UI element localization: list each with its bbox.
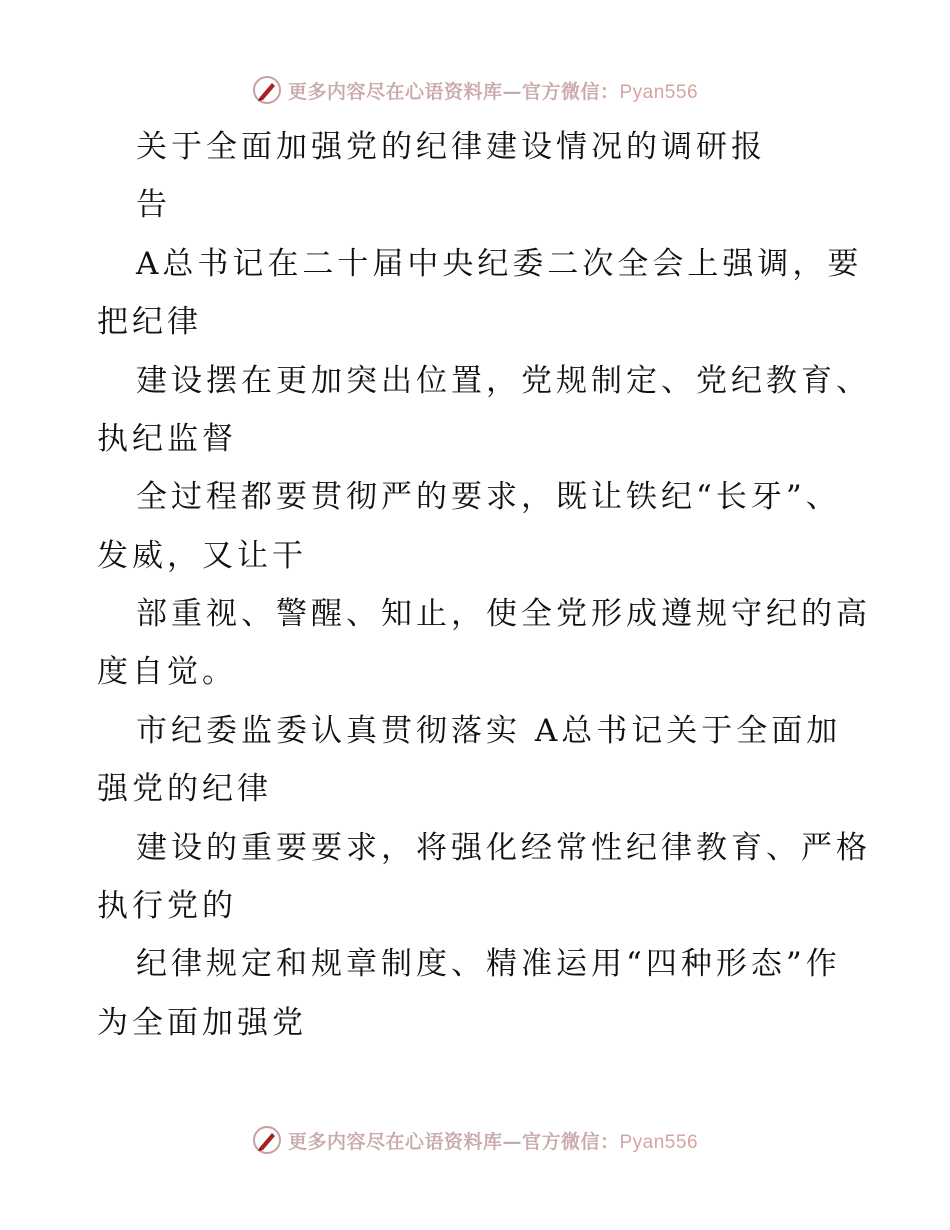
banner-text: 更多内容尽在心语资料库—官方微信：Pyan556 bbox=[287, 80, 699, 103]
paragraph-line: 度自觉。 bbox=[97, 654, 237, 690]
paragraph-line: 建设的重要要求，将强化经常性纪律教育、严格 bbox=[136, 830, 871, 866]
paragraph-line: 全过程都要贯彻严的要求，既让铁纪“长牙”、 bbox=[136, 479, 841, 515]
paragraph-line: 强党的纪律 bbox=[97, 771, 272, 807]
title-line-1: 关于全面加强党的纪律建设情况的调研报 bbox=[136, 129, 766, 165]
paragraph-line: 纪律规定和规章制度、精准运用“四种形态”作 bbox=[136, 946, 841, 982]
paragraph-line: 执纪监督 bbox=[97, 421, 237, 457]
banner-text: 更多内容尽在心语资料库—官方微信：Pyan556 bbox=[287, 1130, 699, 1153]
title-line-2: 告 bbox=[136, 187, 171, 223]
wechat-id: Pyan556 bbox=[619, 1131, 699, 1153]
header-banner bbox=[0, 70, 950, 110]
pen-logo-icon bbox=[252, 1125, 282, 1155]
paragraph-line: 把纪律 bbox=[97, 304, 202, 340]
paragraph-line: 为全面加强党 bbox=[97, 1005, 307, 1041]
paragraph-line: A总书记在二十届中央纪委二次全会上强调，要 bbox=[136, 246, 863, 282]
wechat-id: Pyan556 bbox=[619, 81, 699, 103]
footer-banner bbox=[0, 1120, 950, 1160]
paragraph-line: 发威，又让干 bbox=[97, 538, 307, 574]
paragraph-line: 执行党的 bbox=[97, 888, 237, 924]
paragraph-line: 建设摆在更加突出位置，党规制定、党纪教育、 bbox=[136, 363, 871, 399]
pen-logo-icon bbox=[252, 75, 282, 105]
paragraph-line: 市纪委监委认真贯彻落实 A总书记关于全面加 bbox=[136, 713, 842, 749]
paragraph-line: 部重视、警醒、知止，使全党形成遵规守纪的高 bbox=[136, 596, 871, 632]
